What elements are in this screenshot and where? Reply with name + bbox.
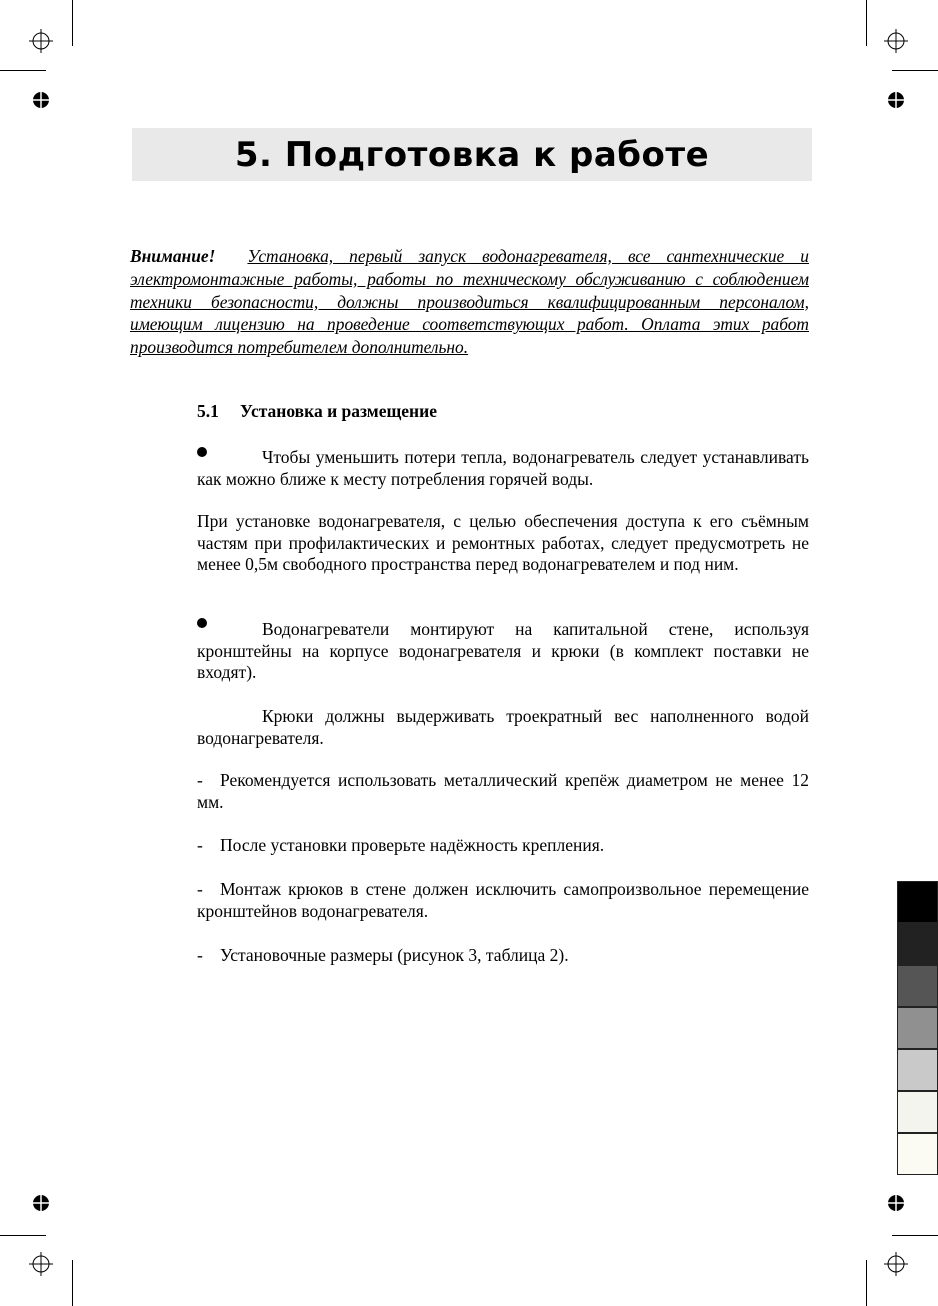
paragraph-hooks: Крюки должны выдерживать троекратный вес наполненного водой водонагревателя. (197, 706, 809, 748)
registration-target-icon (29, 1191, 53, 1215)
color-swatch (897, 1091, 938, 1133)
color-swatch (897, 1049, 938, 1091)
section-number: 5.1 (197, 401, 219, 421)
crop-mark-top-right-h (892, 70, 938, 71)
list-item-hooks-mounting: - Монтаж крюков в стене должен исключить самопроизвольное перемещение кронштейнов водонагревателя. (197, 879, 809, 921)
crop-mark-bottom-left-h (0, 1235, 46, 1236)
crop-mark-top-left-h (0, 70, 46, 71)
chapter-title: 5. Подготовка к работе (234, 134, 710, 175)
chapter-title-band (132, 128, 812, 181)
paragraph-heat-loss: Чтобы уменьшить потери тепла, водонагреватель следует устанавливать как можно ближе к месту потребления горячей воды. (197, 447, 809, 489)
list-item-fasteners: - Рекомендуется использовать металлический крепёж диаметром не менее 12 мм. (197, 770, 809, 812)
warning-text: Установка, первый запуск водонагревателя, все сантехнические и электромонтажные работы, работы по техническому обслуживанию с соблюдением техники безопасности, должны производиться квалифицированным персоналом, имеющим лицензию на проведение соответствующих работ. Оплата этих работ производится потребителем дополнительно. (130, 246, 809, 358)
crop-mark-bottom-right-h (892, 1235, 938, 1236)
list-item-check: - После установки проверьте надёжность крепления. (197, 835, 605, 855)
list-item-dimensions: - Установочные размеры (рисунок 3, таблица 2). (197, 945, 569, 965)
section-title: Установка и размещение (240, 401, 437, 421)
color-swatch (897, 1007, 938, 1049)
registration-crosshair-icon (29, 29, 53, 53)
section-heading (197, 401, 437, 422)
crop-mark-top-right-v (866, 0, 867, 46)
warning-label: Внимание! (130, 246, 216, 266)
registration-crosshair-icon (884, 29, 908, 53)
color-swatch (897, 965, 938, 1007)
registration-target-icon (29, 88, 53, 112)
color-swatch (897, 881, 938, 923)
registration-crosshair-icon (29, 1252, 53, 1276)
crop-mark-bottom-left-v (72, 1260, 73, 1306)
color-swatch (897, 1133, 938, 1175)
paragraph-mounting: Водонагреватели монтируют на капитальной стене, используя кронштейны на корпусе водонагревателя и крюки (в комплект поставки не входят). (197, 619, 809, 683)
registration-crosshair-icon (884, 1252, 908, 1276)
registration-target-icon (884, 88, 908, 112)
crop-mark-bottom-right-v (866, 1260, 867, 1306)
crop-mark-top-left-v (72, 0, 73, 46)
warning-block (130, 245, 809, 359)
registration-target-icon (884, 1191, 908, 1215)
color-swatch (897, 923, 938, 965)
paragraph-clearance: При установке водонагревателя, с целью обеспечения доступа к его съёмным частям при профилактических и ремонтных работах, следует предусмотреть не менее 0,5м свободного пространства перед водонагревателем и под ним. (197, 511, 809, 575)
